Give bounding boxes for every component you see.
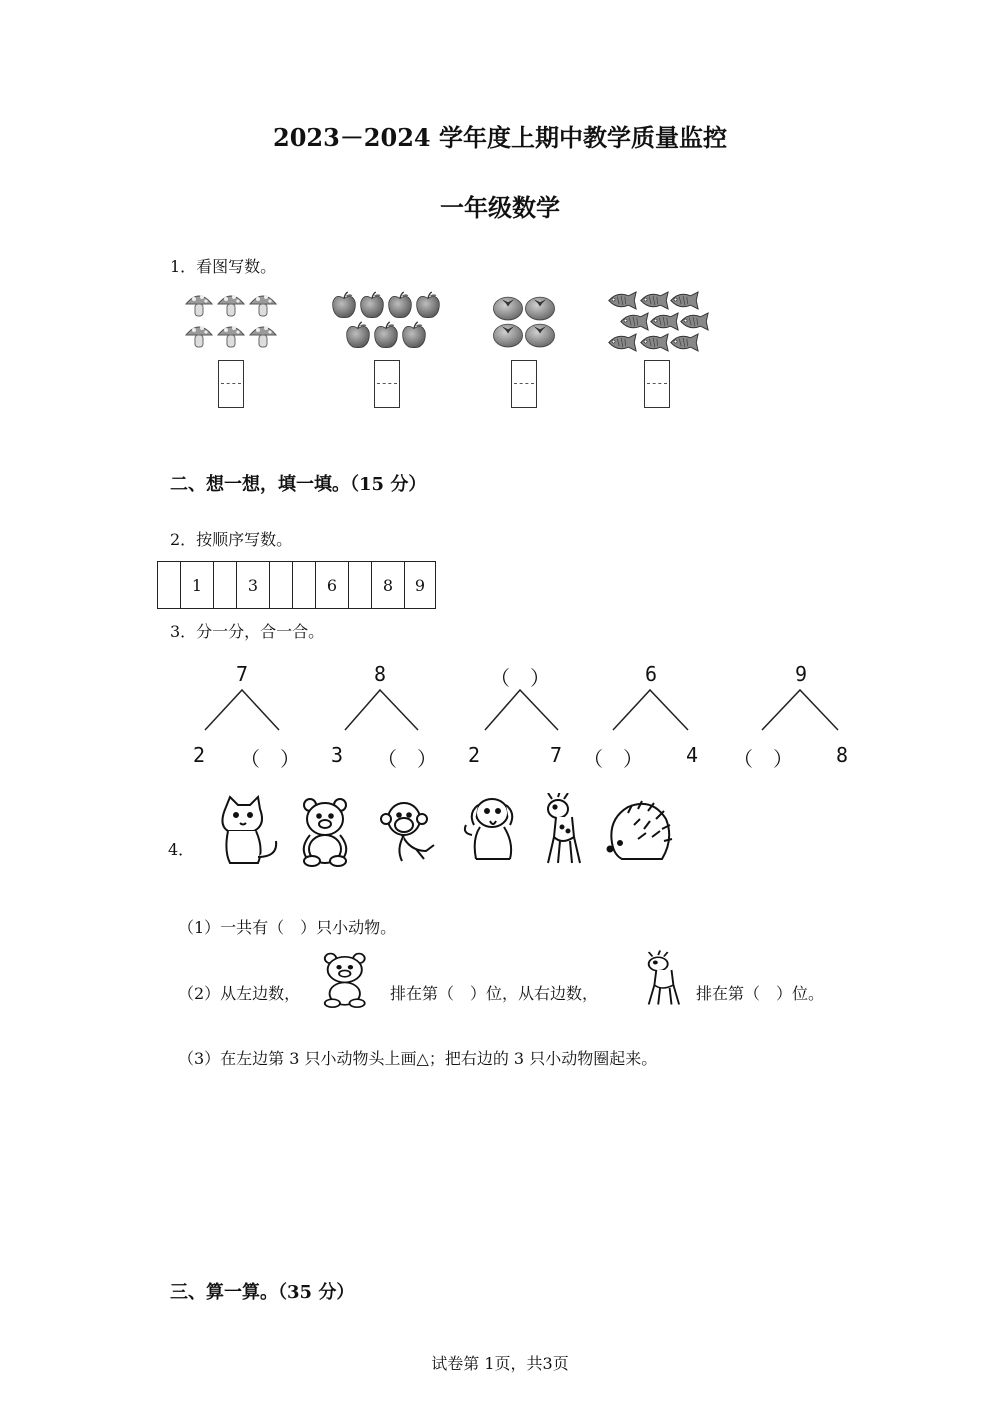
- bond-left-blank[interactable]: （ ）: [733, 747, 793, 771]
- fish-icon: [671, 334, 698, 351]
- mushroom-icon: [186, 326, 212, 347]
- bond-top: 8: [373, 662, 387, 686]
- mushroom-icon: [250, 326, 276, 347]
- bond-left: 3: [331, 743, 344, 767]
- monkey-icon: [381, 803, 434, 861]
- fish-group: [604, 290, 712, 354]
- tomato-icon: [493, 324, 522, 347]
- animal-row: [210, 793, 680, 871]
- sequence-cell[interactable]: [349, 562, 372, 609]
- fish-icon: [609, 334, 636, 351]
- answer-box-apple[interactable]: [374, 360, 400, 408]
- question-4-sub-2-end: 排在第（ ）位。: [696, 984, 825, 1003]
- answer-box-tomato[interactable]: [511, 360, 537, 408]
- page-subtitle: 一年级数学: [440, 193, 560, 222]
- answer-box-mushroom[interactable]: [218, 360, 244, 408]
- apple-group: [330, 290, 446, 352]
- bond-right: 7: [550, 743, 563, 767]
- question-4-sub-2-start: （2）从左边数，: [178, 984, 301, 1003]
- bond-top: 6: [644, 662, 658, 686]
- bear-icon: [304, 799, 347, 866]
- apple-icon: [347, 322, 370, 348]
- mushroom-icon: [250, 295, 276, 316]
- deer-icon: [640, 948, 684, 1006]
- question-4-label: 4．: [168, 840, 195, 859]
- sequence-cell: 1: [181, 562, 214, 609]
- fish-icon: [641, 334, 668, 351]
- question-4-sub-3: （3）在左边第 3 只小动物头上画△；把右边的 3 只小动物圈起来。: [178, 1049, 658, 1068]
- bond-left: 2: [468, 743, 481, 767]
- tomato-icon: [525, 297, 554, 320]
- bear-icon: [318, 950, 374, 1008]
- bond-left-blank[interactable]: （ ）: [583, 747, 643, 771]
- sequence-cell: 9: [405, 562, 436, 609]
- question-4-sub-2-middle: 排在第（ ）位，从右边数，: [390, 984, 599, 1003]
- apple-icon: [389, 292, 412, 318]
- bond-top: 9: [794, 662, 808, 686]
- tomato-group: [492, 294, 558, 350]
- sequence-cell[interactable]: [214, 562, 237, 609]
- deer-icon: [548, 793, 580, 863]
- question-2-label: 2．按顺序写数。: [170, 530, 293, 549]
- dog-icon: [465, 799, 512, 859]
- sequence-cell: 3: [237, 562, 270, 609]
- bond-top: 7: [235, 662, 249, 686]
- bond-top-blank[interactable]: （ ）: [490, 666, 550, 690]
- section-2-heading: 二、想一想，填一填。（15 分）: [170, 474, 427, 495]
- hedgehog-icon: [608, 801, 673, 859]
- sequence-cell[interactable]: [293, 562, 316, 609]
- fish-icon: [621, 313, 648, 330]
- page-footer: 试卷第 1页，共3页: [431, 1354, 569, 1373]
- sequence-cell: 6: [316, 562, 349, 609]
- apple-icon: [417, 292, 440, 318]
- cat-icon: [222, 797, 276, 863]
- apple-icon: [375, 322, 398, 348]
- question-3-label: 3．分一分，合一合。: [170, 622, 325, 641]
- section-3-heading: 三、算一算。（35 分）: [170, 1282, 355, 1303]
- apple-icon: [361, 292, 384, 318]
- apple-icon: [403, 322, 426, 348]
- page-title: 2023－2024 学年度上期中教学质量监控: [273, 123, 727, 152]
- bond-right-blank[interactable]: （ ）: [240, 747, 300, 771]
- bond-right-blank[interactable]: （ ）: [377, 747, 437, 771]
- question-4-sub-1: （1）一共有（ ）只小动物。: [178, 918, 397, 937]
- bond-right: 4: [686, 743, 699, 767]
- tomato-icon: [525, 324, 554, 347]
- mushroom-group: [182, 290, 282, 352]
- sequence-cell[interactable]: [158, 562, 181, 609]
- apple-icon: [333, 292, 356, 318]
- tomato-icon: [493, 297, 522, 320]
- mushroom-icon: [218, 326, 244, 347]
- fish-icon: [641, 292, 668, 309]
- mushroom-icon: [218, 295, 244, 316]
- fish-icon: [681, 313, 708, 330]
- fish-icon: [651, 313, 678, 330]
- bond-right: 8: [836, 743, 849, 767]
- sequence-cell: 8: [372, 562, 405, 609]
- sequence-table: [157, 561, 436, 609]
- sequence-cell[interactable]: [270, 562, 293, 609]
- answer-box-fish[interactable]: [644, 360, 670, 408]
- fish-icon: [609, 292, 636, 309]
- question-1-label: 1．看图写数。: [170, 257, 277, 276]
- bond-left: 2: [193, 743, 206, 767]
- mushroom-icon: [186, 295, 212, 316]
- fish-icon: [671, 292, 698, 309]
